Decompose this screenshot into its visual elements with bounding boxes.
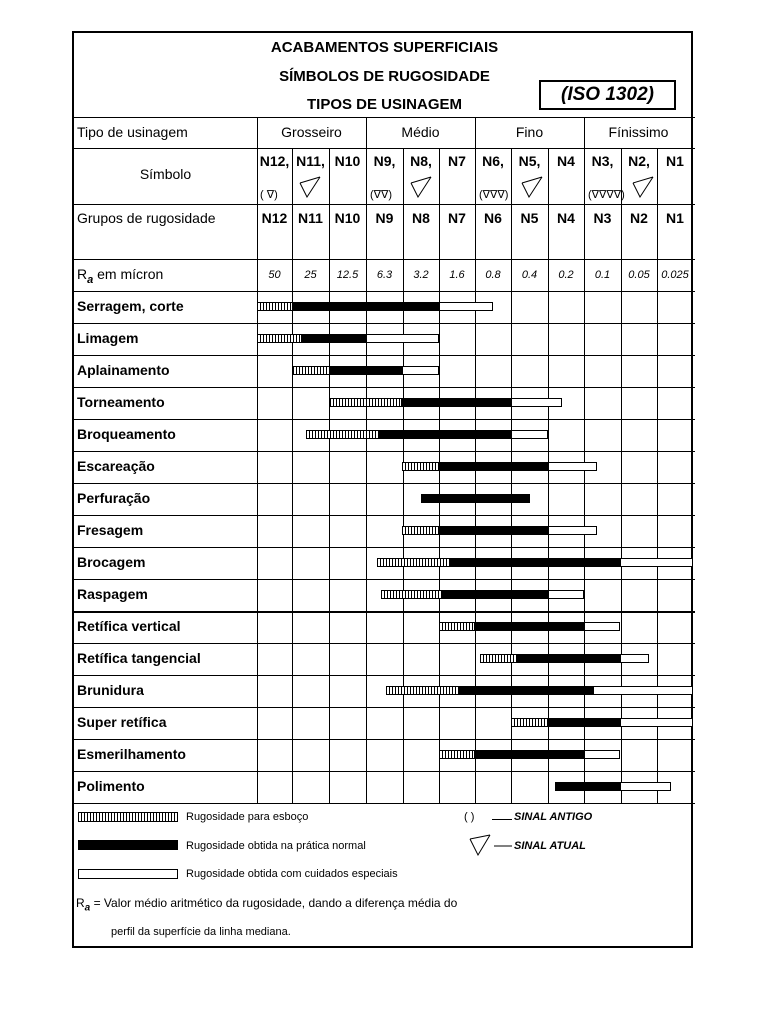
row-divider [74, 419, 695, 420]
roughness-bar-empty [548, 526, 597, 535]
row-divider [74, 803, 695, 804]
old-roughness-sign: (∇∇) [370, 189, 393, 201]
row-divider [74, 387, 695, 388]
column-divider [292, 148, 293, 803]
roughness-bar-solid [439, 462, 548, 471]
roughness-group: N5 [520, 210, 539, 226]
roughness-bar-hatch [439, 750, 475, 759]
ra-value: 25 [304, 269, 317, 281]
legend-solid-swatch [78, 840, 178, 850]
process-label: Esmerilhamento [77, 746, 186, 762]
column-divider [657, 148, 658, 803]
title-symbols: SÍMBOLOS DE RUGOSIDADE [279, 68, 490, 85]
process-label: Limagem [77, 330, 139, 346]
sinal-antigo-label: SINAL ANTIGO [514, 811, 593, 823]
legend-solid-text: Rugosidade obtida na prática normal [186, 840, 366, 852]
roughness-bar-hatch [257, 302, 293, 311]
ra-value: 3.2 [413, 269, 429, 281]
roughness-bar-hatch [439, 622, 475, 631]
roughness-bar-solid [475, 622, 584, 631]
roughness-group: N2 [630, 210, 648, 226]
roughness-bar-empty [366, 334, 439, 343]
symbol-code: N2, [628, 153, 650, 169]
symbol-code: N9, [373, 153, 396, 169]
symbol-code: N10 [334, 153, 361, 169]
roughness-group: N7 [448, 210, 466, 226]
roughness-bar-hatch [377, 558, 450, 567]
symbol-code: N11, [296, 153, 325, 169]
row-divider [74, 547, 695, 548]
roughness-bar-solid [555, 782, 620, 791]
roughness-sheet [72, 31, 693, 948]
symbol-code: N8, [410, 153, 432, 169]
roughness-bar-solid [421, 494, 530, 503]
process-label: Retífica vertical [77, 618, 181, 634]
roughness-bar-empty [620, 654, 649, 663]
ra-value: 0.4 [521, 269, 538, 281]
column-divider [511, 148, 512, 803]
row-divider [74, 643, 695, 644]
roughness-bar-hatch [402, 462, 438, 471]
roughness-bar-empty [548, 462, 597, 471]
title-main: ACABAMENTOS SUPERFICIAIS [270, 39, 499, 56]
row-divider [74, 515, 695, 516]
process-label: Serragem, corte [77, 298, 184, 314]
roughness-group: N12 [261, 210, 288, 226]
legend-dash [492, 819, 512, 820]
roughness-bar-hatch [480, 654, 516, 663]
symbol-code: N3, [591, 153, 614, 169]
roughness-group: N8 [412, 210, 430, 226]
column-divider [548, 148, 549, 803]
process-label: Escareação [77, 458, 155, 474]
process-label: Polimento [77, 778, 145, 794]
roughness-bar-solid [330, 366, 403, 375]
roughness-bar-solid [442, 590, 547, 599]
roughness-bar-solid [548, 718, 621, 727]
row-divider [74, 739, 695, 740]
roughness-group: N11 [298, 210, 323, 226]
roughness-bar-solid [439, 526, 548, 535]
ra-value: 0.8 [485, 269, 501, 281]
roughness-bar-hatch [511, 718, 547, 727]
roughness-bar-hatch [402, 526, 438, 535]
roughness-group: N4 [557, 210, 575, 226]
process-label: Brocagem [77, 554, 146, 570]
category-header: Fínissimo [608, 124, 669, 140]
roughness-bar-solid [450, 558, 621, 567]
process-label: Super retífica [77, 714, 167, 730]
row-divider [74, 355, 695, 356]
roughness-group: N10 [334, 210, 361, 226]
roughness-group: N9 [375, 210, 394, 226]
row-divider [74, 707, 695, 708]
ra-value: 6.3 [376, 269, 393, 281]
process-label: Retífica tangencial [77, 650, 201, 666]
roughness-bar-empty [620, 718, 693, 727]
roughness-bar-empty [511, 430, 547, 439]
process-label: Perfuração [77, 490, 151, 506]
process-label: Broqueamento [77, 426, 176, 442]
ra-value: 50 [268, 269, 281, 281]
column-divider [329, 148, 330, 803]
grupos-rugosidade-label: Grupos de rugosidade [77, 210, 216, 226]
roughness-bar-solid [293, 302, 438, 311]
tipo-usinagem-label: Tipo de usinagem [77, 124, 188, 140]
row-divider [74, 675, 695, 676]
column-divider [621, 148, 622, 803]
legend-empty-text: Rugosidade obtida com cuidados especiais [186, 868, 398, 880]
ra-micron-label: $R_a$ em mícron [77, 266, 164, 286]
roughness-bar-empty [593, 686, 693, 695]
roughness-bar-empty [402, 366, 438, 375]
old-roughness-sign: (∇∇∇) [479, 189, 509, 201]
roughness-bar-solid [517, 654, 621, 663]
roughness-bar-solid [475, 750, 584, 759]
row-divider [74, 483, 695, 484]
column-divider [403, 148, 404, 803]
row-divider [74, 611, 695, 613]
row-divider [74, 451, 695, 452]
simbolo-label: Símbolo [139, 166, 192, 182]
symbol-code: N5, [518, 153, 541, 169]
sinal-atual-label: SINAL ATUAL [514, 840, 586, 852]
roughness-bar-hatch [381, 590, 443, 599]
ra-value: 0.1 [594, 269, 611, 281]
roughness-bar-solid [459, 686, 593, 695]
roughness-bar-hatch [293, 366, 329, 375]
symbol-code: N7 [448, 153, 466, 169]
roughness-bar-empty [620, 782, 671, 791]
ra-value: 0.05 [628, 269, 650, 281]
roughness-bar-solid [402, 398, 511, 407]
row-divider [74, 579, 695, 580]
roughness-check-sign-icon [520, 175, 546, 199]
roughness-bar-solid [379, 430, 512, 439]
ra-value: 0.2 [558, 269, 574, 281]
ra-note-line1: $R_a$ = Valor médio aritmético da rugosidade, dando a diferença média do [76, 896, 458, 914]
roughness-group: N6 [484, 210, 502, 226]
roughness-group: N3 [593, 210, 612, 226]
row-divider [74, 771, 695, 772]
symbol-code: N6, [482, 153, 504, 169]
check-sign-icon [468, 833, 514, 859]
row-divider [74, 323, 695, 324]
roughness-bar-hatch [257, 334, 302, 343]
roughness-bar-hatch [386, 686, 459, 695]
ra-value: 0.025 [661, 269, 689, 281]
process-label: Raspagem [77, 586, 148, 602]
iso-standard-box: (ISO 1302) [539, 80, 676, 110]
roughness-bar-empty [548, 590, 584, 599]
symbol-code: N4 [557, 153, 575, 169]
roughness-check-sign-icon [298, 175, 324, 199]
ra-note-line2: perfil da superfície da linha mediana. [111, 926, 291, 938]
legend-hatch-swatch [78, 812, 178, 822]
roughness-bar-empty [511, 398, 562, 407]
row-divider [74, 204, 695, 205]
old-roughness-sign: (∇∇∇∇) [588, 189, 625, 201]
row-divider [74, 148, 695, 149]
symbol-code: N1 [666, 153, 684, 169]
roughness-check-sign-icon [409, 175, 435, 199]
category-header: Fino [515, 124, 544, 140]
roughness-bar-empty [584, 622, 620, 631]
old-roughness-sign: ( ∇) [260, 189, 278, 201]
category-header: Grosseiro [281, 124, 342, 140]
roughness-bar-empty [620, 558, 693, 567]
roughness-bar-empty [584, 750, 620, 759]
process-label: Aplainamento [77, 362, 170, 378]
symbol-code: N12, [259, 153, 290, 169]
roughness-bar-solid [302, 334, 366, 343]
process-label: Fresagem [77, 522, 144, 538]
row-divider [74, 117, 695, 118]
legend-empty-swatch [78, 869, 178, 879]
legend-hatch-text: Rugosidade para esboço [186, 811, 309, 823]
roughness-check-sign-icon [631, 175, 657, 199]
ra-value: 1.6 [449, 269, 465, 281]
process-label: Torneamento [77, 394, 165, 410]
column-divider [439, 148, 440, 803]
roughness-bar-hatch [306, 430, 379, 439]
title-machining: TIPOS DE USINAGEM [306, 96, 463, 113]
roughness-bar-empty [439, 302, 494, 311]
process-label: Brunidura [77, 682, 144, 698]
row-divider [74, 259, 695, 260]
ra-value: 12.5 [336, 269, 359, 281]
row-divider [74, 291, 695, 292]
roughness-group: N1 [666, 210, 684, 226]
category-header: Médio [401, 124, 440, 140]
roughness-bar-hatch [330, 398, 403, 407]
legend-paren-sign: ( ) [464, 811, 475, 823]
